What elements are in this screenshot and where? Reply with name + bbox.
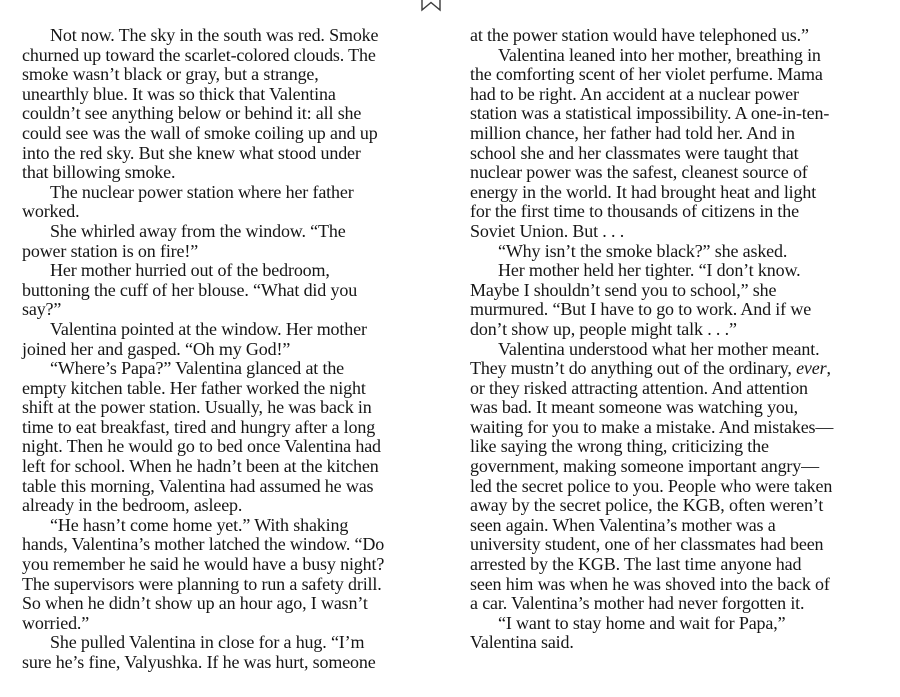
- text-run: , or they risked attracting attention. And attention was bad. It meant someone was watching you, waiting for you to make a mistake. And mistakes—like saying the wrong thing, criticizing the government, making someone important angry—led the secret police to you. People who were taken away by the secret police, the KGB, often weren’t seen again. When Valentina’s mother was a university student, one of her classmates had been arrested by the KGB. The last time anyone had seen him was when he was shoved into the back of a car. Valentina’s mother had never forgotten it.: [470, 358, 834, 614]
- paragraph: [22, 222, 386, 261]
- text-run: Valentina leaned into her mother, breathing in the comforting scent of her violet perfume. Mama had to be right. An accident at a nuclear power station was a statistical impossibility. A one-in-ten-million chance, her father had told her. And in school she and her classmates were taught that nuclear power was the safest, cleanest source of energy in the world. It had brought heat and light for the first time to thousands of citizens in the Soviet Union. But . . .: [470, 44, 830, 241]
- text-run: at the power station would have telephoned us.”: [470, 25, 809, 45]
- text-run: Not now. The sky in the south was red. Smoke churned up toward the scarlet-colored clouds. The smoke wasn’t black or gray, but a strange, unearthly blue. It was so thick that Valentina couldn’t see anything below or behind it: all she could see was the wall of smoke coiling up and up into the red sky. But she knew what stood under that billowing smoke.: [22, 25, 379, 183]
- paragraph: [22, 26, 386, 183]
- text-run: She whirled away from the window. “The power station is on fire!”: [22, 220, 346, 261]
- italic-text-run: ever: [796, 358, 827, 379]
- paragraph: [470, 261, 834, 339]
- text-run: Her mother hurried out of the bedroom, buttoning the cuff of her blouse. “What did you say?”: [22, 260, 358, 320]
- paragraph: [470, 614, 834, 653]
- text-run: Valentina pointed at the window. Her mother joined her and gasped. “Oh my God!”: [22, 318, 367, 359]
- paragraph: [22, 359, 386, 516]
- text-run: “Where’s Papa?” Valentina glanced at the empty kitchen table. Her father worked the night shift at the power station. Usually, he was back in time to eat breakfast, tired and hungry after a long night. Then he would go to bed once Valentina had left for school. When he hadn’t been at the kitchen table this morning, Valentina had assumed he was already in the bedroom, asleep.: [22, 358, 381, 516]
- paragraph: [470, 340, 834, 614]
- text-run: “Why isn’t the smoke black?” she asked.: [498, 240, 788, 261]
- bookmark-icon[interactable]: [420, 0, 442, 12]
- text-run: Valentina understood what her mother meant. They mustn’t do anything out of the ordinary,: [470, 338, 820, 379]
- text-run: “I want to stay home and wait for Papa,” Valentina said.: [470, 612, 786, 653]
- text-run: Her mother held her tighter. “I don’t know. Maybe I shouldn’t send you to school,” she murmured. “But I have to go to work. And if we don’t show up, people might talk . . .”: [470, 260, 812, 339]
- paragraph: [22, 633, 386, 672]
- text-column-right: [470, 26, 834, 673]
- paragraph: [22, 261, 386, 320]
- paragraph: [470, 26, 834, 46]
- text-run: The nuclear power station where her father worked.: [22, 181, 354, 222]
- text-run: She pulled Valentina in close for a hug. “I’m sure he’s fine, Valyushka. If he was hurt, someone: [22, 632, 376, 672]
- paragraph: [22, 516, 386, 634]
- paragraph: [22, 183, 386, 222]
- paragraph: [22, 320, 386, 359]
- text-run: “He hasn’t come home yet.” With shaking hands, Valentina’s mother latched the window. “Do you remember he said he would have a busy night? The supervisors were planning to run a safety drill. So when he didn’t show up an hour ago, I wasn’t worried.”: [22, 514, 385, 633]
- book-page: [22, 26, 834, 673]
- text-column-left: [22, 26, 386, 673]
- paragraph: [470, 46, 834, 242]
- paragraph: [470, 242, 834, 262]
